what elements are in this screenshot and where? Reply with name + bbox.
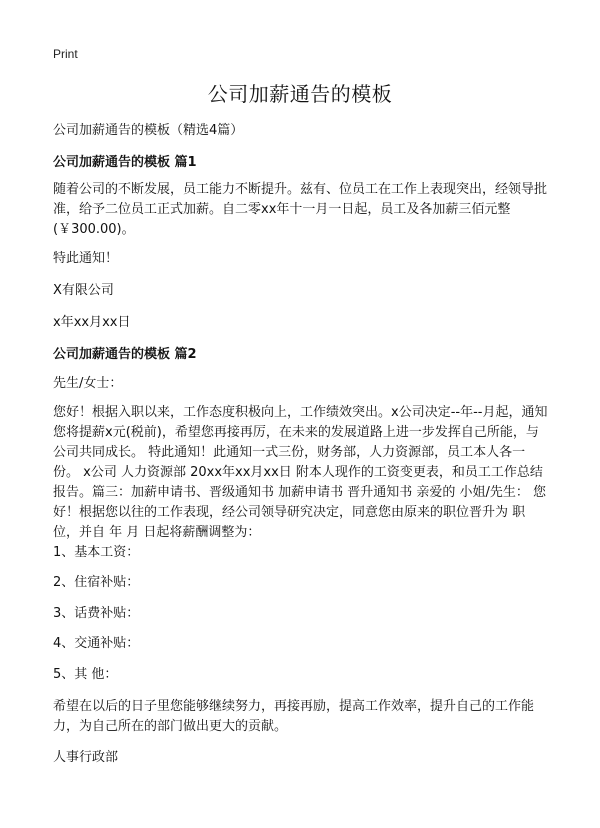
section2-signature: 人事行政部 [53,750,119,765]
list-item: 2、住宿补贴： [53,575,140,590]
section2-heading: 公司加薪通告的模板 篇2 [53,347,197,362]
section1-date: x年xx月xx日 [53,315,131,330]
section2-body: 您好！根据入职以来，工作态度积极向上，工作绩效突出。x公司决定--年--月起，通知您将提薪x元(税前)，希望您再接再厉，在未来的发展道路上进一步发挥自己所能，与公司共同成长。 特此通知！此通知一式三份，财务部，人力资源部，员工本人各一份。 x公司 人力资源部 20xx年xx月xx日 附本人现作的工资变更表，和员工工作总结报告。篇三：加薪申请书、晋级通知书 加薪申请书 晋升通知书 亲爱的 小姐/先生： 您好！根据您以往的工作表现，经公司领导研究决定，同意您由原来的职位晋升为 职位，并自 年 月 日起将薪酬调整为： [53,405,548,540]
section1-company: X有限公司 [53,283,114,298]
list-item: 5、其 他： [53,667,118,682]
doc-subtitle: 公司加薪通告的模板（精选4篇） [53,123,244,138]
list-item: 3、话费补贴： [53,606,140,621]
print-link[interactable]: Print [53,47,78,61]
list-item: 4、交通补贴： [53,636,140,651]
section1-heading: 公司加薪通告的模板 篇1 [53,155,197,170]
section2-closing: 希望在以后的日子里您能够继续努力，再接再励，提高工作效率，提升自己的工作能力，为自己所在的部门做出更大的贡献。 [53,699,535,734]
page-title: 公司加薪通告的模板 [207,82,393,106]
list-item: 1、基本工资： [53,545,140,560]
section2-greeting: 先生/女士： [53,376,123,391]
section1-paragraph: 随着公司的不断发展，员工能力不断提升。兹有、位员工在工作上表现突出，经领导批准，给予二位员工正式加薪。自二零xx年十一月一日起，员工及各加薪三佰元整(￥300.00)。 [53,182,548,237]
section1-notice: 特此通知！ [53,251,119,266]
